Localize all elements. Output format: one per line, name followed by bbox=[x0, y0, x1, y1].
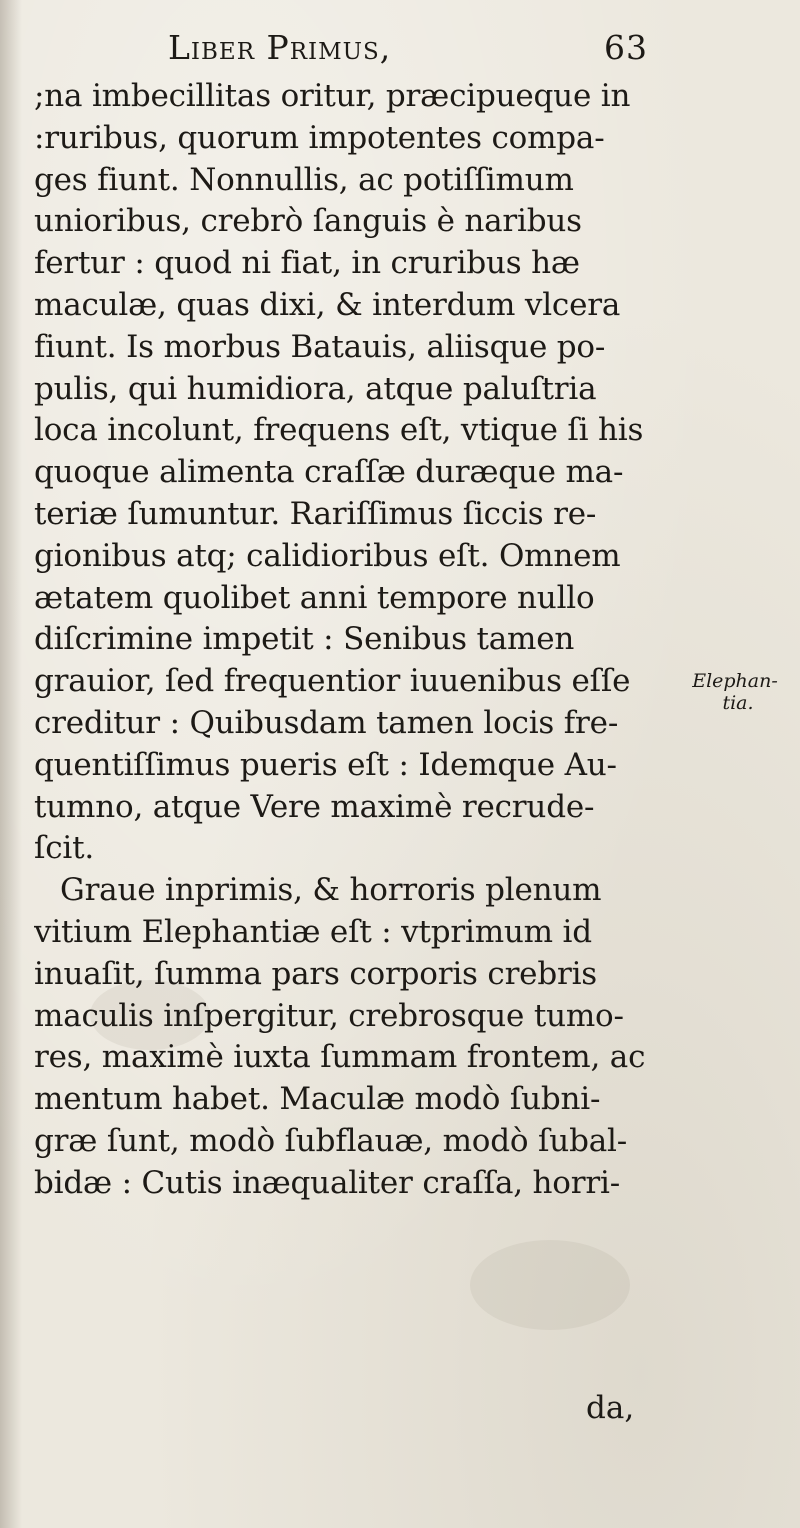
running-head bbox=[160, 28, 648, 72]
text-line: quentiſſimus pueris eſt : Idemque Au- bbox=[34, 746, 617, 783]
text-line: unioribus, crebrò ſanguis è naribus bbox=[34, 203, 582, 240]
page-number: 63 bbox=[604, 28, 648, 67]
text-line: græ ſunt, modò ſubflauæ, modò ſubal- bbox=[34, 1122, 627, 1159]
text-line: ſcit. bbox=[34, 830, 95, 867]
text-line: inuaſit, ſumma pars corporis crebris bbox=[34, 955, 598, 992]
paper-stain bbox=[470, 1240, 630, 1330]
text-line: grauior, ſed frequentior iuuenibus eſſe bbox=[34, 663, 631, 700]
text-line: ges fiunt. Nonnullis, ac potiſſimum bbox=[34, 161, 574, 198]
text-line: maculis inſpergitur, crebrosque tumo- bbox=[34, 997, 624, 1034]
text-line: teriæ ſumuntur. Rariſſimus ſiccis re- bbox=[34, 495, 597, 532]
text-line: maculæ, quas dixi, & interdum vlcera bbox=[34, 286, 621, 323]
text-line: gionibus atq; calidioribus eſt. Omnem bbox=[34, 537, 621, 574]
text-line: quoque alimenta craſſæ duræque ma- bbox=[34, 454, 624, 491]
body-text bbox=[34, 76, 674, 1205]
text-line: tumno, atque Vere maximè recrude- bbox=[34, 788, 595, 825]
text-line: ætatem quolibet anni tempore nullo bbox=[34, 579, 595, 616]
text-line: res, maximè iuxta ſummam frontem, ac bbox=[34, 1039, 646, 1076]
text-line: creditur : Quibusdam tamen locis fre- bbox=[34, 704, 619, 741]
gutter-shadow bbox=[0, 0, 22, 1528]
text-line: fertur : quod ni fiat, in cruribus hæ bbox=[34, 245, 580, 282]
text-line: vitium Elephantiæ eſt : vtprimum id bbox=[34, 913, 592, 950]
text-line: bidæ : Cutis inæqualiter craſſa, horri- bbox=[34, 1164, 620, 1201]
catchword: da, bbox=[586, 1390, 635, 1426]
marginal-note-line: tia. bbox=[722, 692, 754, 714]
text-line: loca incolunt, frequens eſt, vtique ſi his bbox=[34, 412, 644, 449]
text-line: mentum habet. Maculæ modò ſubni- bbox=[34, 1081, 601, 1118]
text-line: fiunt. Is morbus Batauis, aliisque po- bbox=[34, 328, 606, 365]
text-line: pulis, qui humidiora, atque paluſtria bbox=[34, 370, 597, 407]
text-line: ;na imbecillitas oritur, præcipueque in bbox=[34, 78, 631, 114]
marginal-note-line: Elephan- bbox=[692, 670, 778, 692]
marginal-note bbox=[680, 670, 790, 714]
paragraph-start-line: Graue inprimis, & horroris plenum bbox=[60, 872, 602, 909]
text-line: diſcrimine impetit : Senibus tamen bbox=[34, 621, 575, 658]
running-head-title: Liber Primus, bbox=[168, 28, 392, 67]
text-line: :ruribus, quorum impotentes compa- bbox=[34, 119, 605, 156]
